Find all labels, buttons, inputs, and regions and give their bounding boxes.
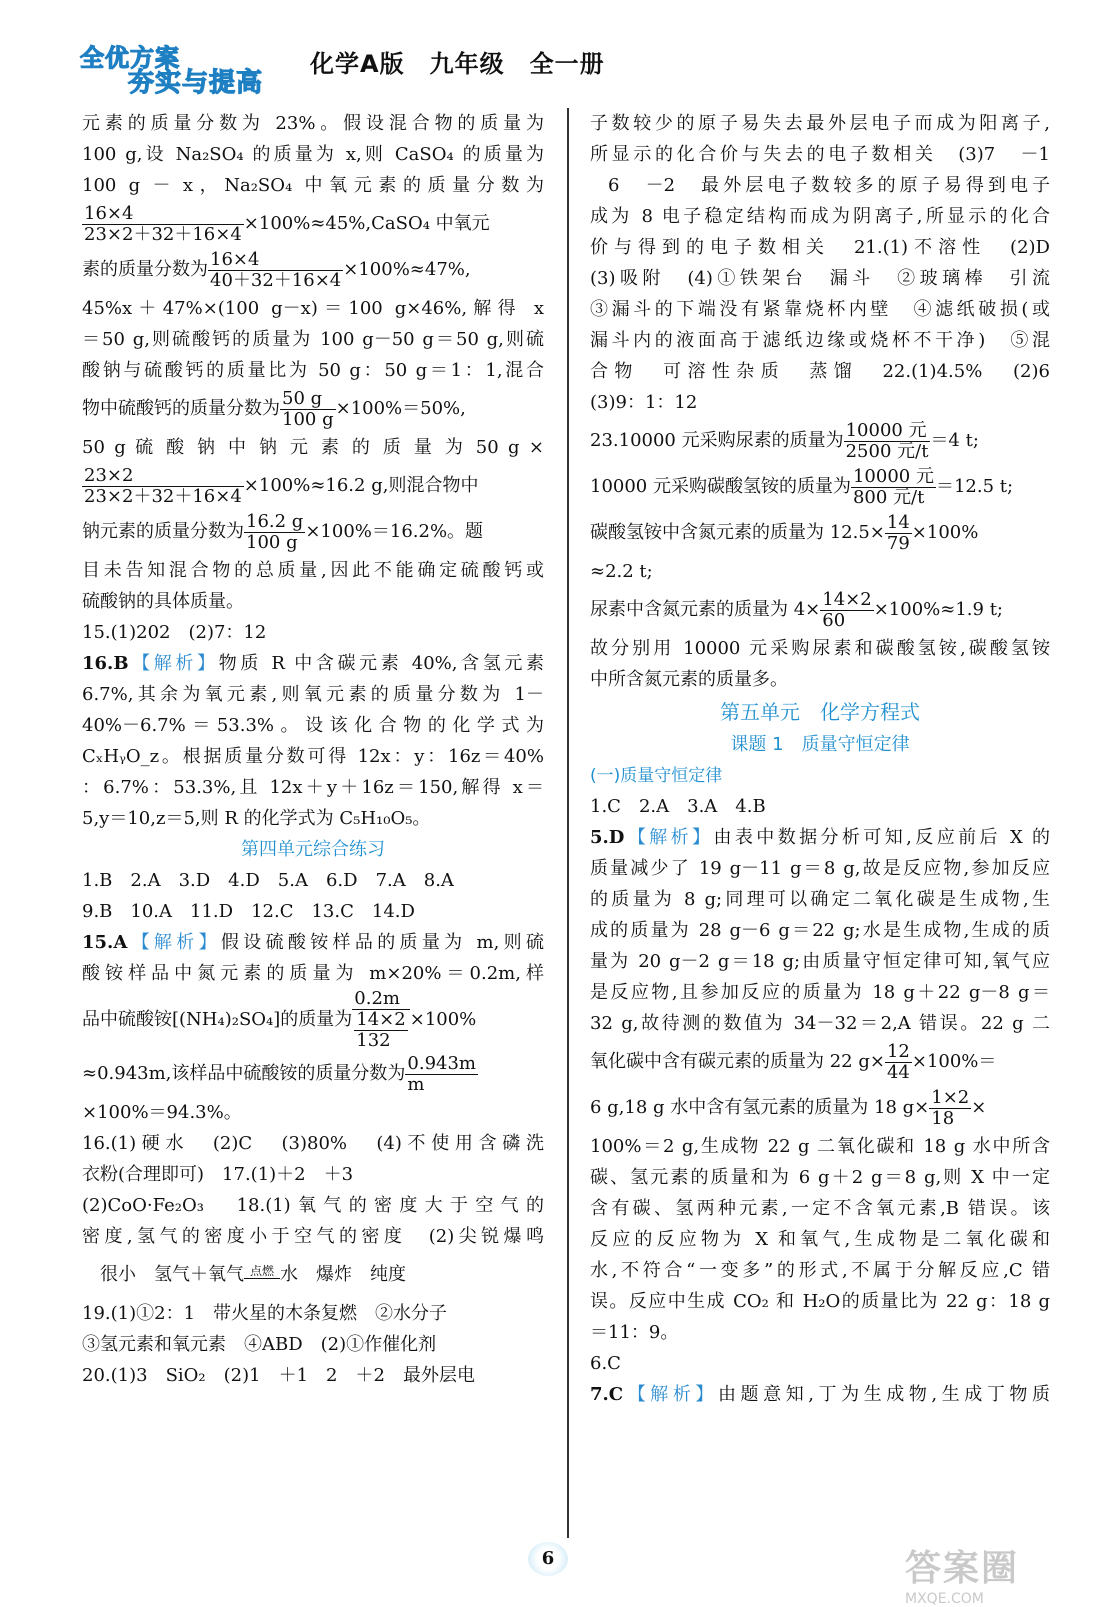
text-line: 45%x＋47%×(100 g－x)＝100 g×46%,解得 x	[82, 298, 544, 319]
answer-line: 1.B 2.A 3.D 4.D 5.A 6.D 7.A 8.A	[82, 870, 454, 891]
text-line: 密度,氢气的密度小于空气的密度 (2)尖锐爆鸣	[82, 1226, 544, 1247]
watermark-url: MXQE.COM	[905, 1591, 984, 1607]
text-line: 目未告知混合物的总质量,因此不能确定硫酸钙或	[82, 560, 544, 581]
formula-line: 氧化碳中含有碳元素的质量为 22 g× $\frac{12}{44}$ ×100%＝	[590, 1040, 997, 1083]
fraction: $\frac{16\times 4}{23\times 2+32+16\times 4}$	[84, 202, 242, 245]
column-divider	[567, 108, 569, 1538]
text-line: ③氢元素和氧元素 ④ABD (2)①作催化剂	[82, 1334, 437, 1355]
text-line: 合物 可溶性杂质 蒸馏 22.(1)4.5% (2)6	[590, 361, 1050, 382]
text-line: 误。反应中生成 CO₂ 和 H₂O的质量比为 22 g：18 g	[590, 1291, 1050, 1312]
text-line: 漏斗内的液面高于滤纸边缘或烧杯不干净) ⑤混	[590, 330, 1050, 351]
text-line: 所显示的化合价与失去的电子数相关 (3)7 －1	[590, 144, 1050, 165]
page-footer	[500, 1536, 600, 1586]
analysis-tag: 【解析】	[128, 653, 219, 674]
brand-logo	[80, 32, 310, 96]
answer-line: 6.C	[590, 1353, 621, 1374]
answer-line: 15.A【解析】假设硫酸铵样品的质量为 m,则硫	[82, 932, 544, 953]
book-title: 化学A版 九年级 全一册	[310, 50, 605, 78]
text-line: ③漏斗的下端没有紧靠烧杯内壁 ④滤纸破损(或	[590, 299, 1050, 320]
text-line: 成的质量为 28 g－6 g＝22 g;水是生成物,生成的质	[590, 920, 1050, 941]
fraction: $\frac{1\times 2}{18}$	[931, 1086, 970, 1129]
text-line: 元素的质量分数为 23%。假设混合物的质量为	[82, 113, 544, 134]
logo-line1: 全优方案	[80, 44, 180, 72]
text-line: ＝50 g,则硫酸钙的质量为 100 g－50 g＝50 g,则硫	[82, 329, 544, 350]
text-line: 100 g － x，Na₂SO₄ 中氧元素的质量分数为	[82, 175, 544, 196]
text-line: 6.7%,其余为氧元素,则氧元素的质量分数为 1－	[82, 684, 544, 705]
lesson-heading: 课题 1 质量守恒定律	[730, 734, 910, 755]
analysis-tag: 【解析】	[624, 827, 714, 848]
text-line: 水,不符合“一变多”的形式,不属于分解反应,C 错	[590, 1260, 1050, 1281]
text-line: 价与得到的电子数相关 21.(1)不溶性 (2)D	[590, 237, 1050, 258]
fraction: $\frac{23\times 2}{23\times 2+32+16\times 4}$	[84, 464, 242, 507]
text-line: CₓHᵧO_z。根据质量分数可得 12x：y：16z＝40%	[82, 746, 544, 767]
formula-line: 23.10000 元采购尿素的质量为 $\frac{\text{10000 元}}{\text{2500 元/t}}$ ＝4 t;	[590, 419, 979, 462]
answer-line: 7.C【解析】由题意知,丁为生成物,生成丁物质	[590, 1384, 1050, 1405]
section-heading-unit4: 第四单元综合练习	[241, 839, 385, 860]
fraction: $\frac{0.943m}{m}$	[407, 1052, 477, 1095]
text-line: (2)CoO·Fe₂O₃ 18.(1)氧气的密度大于空气的	[82, 1195, 544, 1216]
text-line: 硫酸钠的具体质量。	[82, 591, 244, 612]
analysis-tag: 【解析】	[623, 1384, 718, 1405]
analysis-tag: 【解析】	[127, 932, 221, 953]
answer-line: 9.B 10.A 11.D 12.C 13.C 14.D	[82, 901, 415, 922]
formula-line: 钠元素的质量分数为 $\frac{16.2 g}{100 g}$ ×100%＝16.2%。题	[82, 510, 484, 553]
formula-line: 素的质量分数为 $\frac{16\times 4}{40+32+16\times 4}$ ×100%≈47%,	[82, 248, 471, 291]
fraction: $\frac{14}{79}$	[886, 511, 910, 554]
fraction: $\frac{16\times 4}{40+32+16\times 4}$	[210, 248, 342, 291]
formula-line: 碳酸氢铵中含氮元素的质量为 12.5× $\frac{14}{79}$ ×100%	[590, 511, 979, 554]
text-line: 子数较少的原子易失去最外层电子而成为阳离子,	[590, 113, 1050, 134]
page-number: 6	[528, 1542, 568, 1576]
left-column	[82, 108, 544, 1391]
section-heading: (一)质量守恒定律	[590, 766, 723, 786]
text-line: 质量减少了 19 g－11 g＝8 g,故是反应物,参加反应	[590, 858, 1050, 879]
text-line: 成为 8 电子稳定结构而成为阴离子,所显示的化合	[590, 206, 1050, 227]
text-line: 量为 20 g－2 g＝18 g;由质量守恒定律可知,氧气应	[590, 951, 1050, 972]
text-line: 含有碳、氢两种元素,一定不含氧元素,B 错误。该	[590, 1198, 1050, 1219]
text-line: 反应的反应物为 X 和氧气,生成物是二氧化碳和	[590, 1229, 1050, 1250]
text-line: 100 g,设 Na₂SO₄ 的质量为 x,则 CaSO₄ 的质量为	[82, 144, 544, 165]
answer-line: 15.(1)202 (2)7：12	[82, 622, 267, 643]
text-line: 的质量为 8 g;同理可以确定二氧化碳是生成物,生	[590, 889, 1050, 910]
formula-line: $\frac{16\times 4}{23\times 2+32+16\times 4}$ ×100%≈45%,CaSO₄ 中氧元	[84, 202, 490, 245]
text-line: ＝11：9。	[590, 1322, 679, 1343]
answer-line: 20.(1)3 SiO₂ (2)1 ＋1 2 ＋2 最外层电	[82, 1365, 475, 1386]
formula-line: 6 g,18 g 水中含有氢元素的质量为 18 g× $\frac{1\times 2}{18}$ ×	[590, 1086, 987, 1129]
text-line: (3)吸附 (4)①铁架台 漏斗 ②玻璃棒 引流	[590, 268, 1050, 289]
fraction: $\frac{16.2 g}{100 g}$	[246, 510, 304, 553]
formula-line: 品中硫酸铵[(NH₄)₂SO₄]的质量为 $\frac{0.2m}{\frac{14\times 2}{132}}$ ×100%	[82, 989, 477, 1051]
right-column	[590, 108, 1050, 1410]
answer-line: 5.D【解析】由表中数据分析可知,反应前后 X 的	[590, 827, 1050, 848]
text-line: 碳、氢元素的质量和为 6 g＋2 g＝8 g,则 X 中一定	[590, 1167, 1050, 1188]
text-line: 是反应物,且参加反应的质量为 18 g＋22 g－8 g＝	[590, 982, 1050, 1003]
text-line: ×100%＝94.3%。	[82, 1102, 242, 1123]
formula-line: 尿素中含氮元素的质量为 4× $\frac{14\times 2}{60}$ ×100%≈1.9 t;	[590, 588, 1003, 631]
unit-heading: 第五单元 化学方程式	[720, 700, 920, 724]
watermark	[905, 1540, 1019, 1607]
fraction: $\frac{\text{10000 元}}{\text{2500 元/t}}$	[845, 419, 929, 462]
equation-line: 很小 氢气＋氧气 点燃 水 爆炸 纯度	[100, 1263, 407, 1285]
answer-line: 16.(1)硬水 (2)C (3)80% (4)不使用含磷洗	[82, 1133, 544, 1154]
fraction: $\frac{50 g}{100 g}$	[282, 387, 334, 430]
text-line: 32 g,故待测的数值为 34－32＝2,A 错误。22 g 二	[590, 1013, 1050, 1034]
fraction: $\frac{12}{44}$	[886, 1040, 910, 1083]
text-line: 5,y＝10,z＝5,则 R 的化学式为 C₅H₁₀O₅。	[82, 808, 431, 829]
text-line: ：6.7%：53.3%,且 12x＋y＋16z＝150,解得 x＝	[82, 777, 544, 798]
text-line: 中所含氮元素的质量多。	[590, 669, 788, 690]
text-line: 衣粉(合理即可) 17.(1)＋2 ＋3	[82, 1164, 354, 1185]
fraction: $\frac{0.2m}{\frac{14\times 2}{132}}$	[352, 989, 409, 1051]
page-header	[70, 30, 1030, 100]
text-line: 酸铵样品中氮元素的质量为 m×20%＝0.2m,样	[82, 963, 544, 984]
text-line: 100%＝2 g,生成物 22 g 二氧化碳和 18 g 水中所含	[590, 1136, 1050, 1157]
formula-line: $\frac{23\times 2}{23\times 2+32+16\times 4}$ ×100%≈16.2 g,则混合物中	[84, 464, 479, 507]
answer-line: 19.(1)①2：1 带火星的木条复燃 ②水分子	[82, 1303, 448, 1324]
answer-line: 16.B【解析】物质 R 中含碳元素 40%,含氢元素	[82, 653, 544, 674]
text-line: (3)9：1：12	[590, 392, 698, 413]
watermark-logo: 答案圈	[905, 1548, 1020, 1589]
text-line: 故分别用 10000 元采购尿素和碳酸氢铵,碳酸氢铵	[590, 638, 1050, 659]
formula-line: 物中硫酸钙的质量分数为 $\frac{50 g}{100 g}$ ×100%＝50%,	[82, 387, 466, 430]
fraction: $\frac{14\times 2}{60}$	[822, 588, 872, 631]
formula-line: ≈0.943m,该样品中硫酸铵的质量分数为 $\frac{0.943m}{m}$	[82, 1052, 477, 1095]
text-line: 40%－6.7%＝53.3%。设该化合物的化学式为	[82, 715, 544, 736]
logo-line2: 夯实与提高	[128, 68, 264, 98]
reaction-arrow: 点燃	[244, 1264, 280, 1287]
text-line: 50 g 硫 酸 钠 中 钠 元 素 的 质 量 为 50 g ×	[82, 437, 544, 458]
answer-line: 1.C 2.A 3.A 4.B	[590, 796, 766, 817]
formula-line: 10000 元采购碳酸氢铵的质量为 $\frac{\text{10000 元}}{\text{800 元/t}}$ ＝12.5 t;	[590, 465, 1014, 508]
fraction: $\frac{14\times 2}{132}$	[356, 1009, 406, 1051]
text-line: ≈2.2 t;	[590, 561, 653, 582]
text-line: 6 －2 最外层电子数较多的原子易得到电子	[608, 175, 1050, 196]
text-line: 酸钠与硫酸钙的质量比为 50 g：50 g＝1：1,混合	[82, 360, 544, 381]
fraction: $\frac{\text{10000 元}}{\text{800 元/t}}$	[852, 465, 934, 508]
